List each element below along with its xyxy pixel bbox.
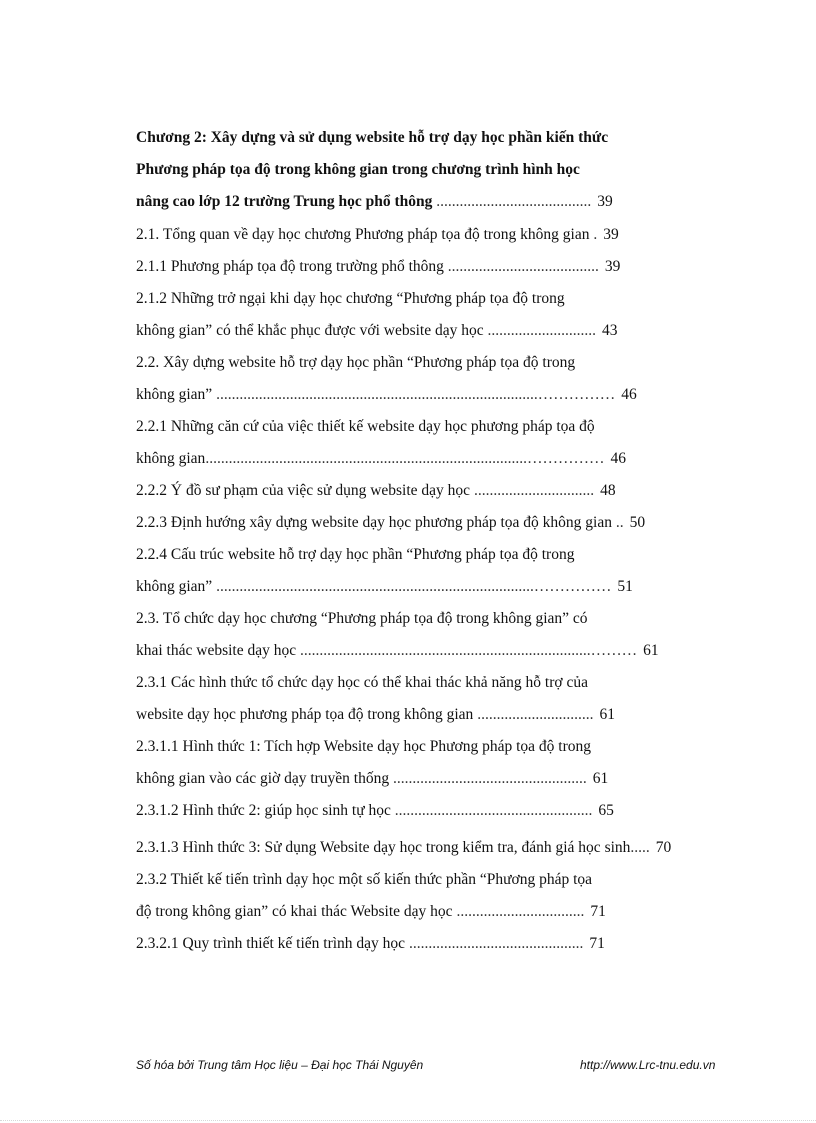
toc-entry[interactable] [136, 838, 671, 858]
toc-entry[interactable] [136, 192, 613, 212]
toc-entry[interactable] [136, 353, 575, 373]
toc-entry-title: website dạy học phương pháp tọa độ trong không gian [136, 706, 474, 723]
toc-page-number: 65 [598, 802, 614, 819]
toc-entry[interactable] [136, 385, 637, 405]
toc-dot-leader: ............................................. [405, 935, 584, 952]
toc-dot-leader: .................................................. [389, 770, 587, 787]
toc-dot-leader: ..... [630, 839, 650, 856]
toc-entry[interactable] [136, 934, 605, 954]
toc-entry-title: Phương pháp tọa độ trong không gian trong chương trình hình học [136, 161, 580, 178]
toc-page-number: 71 [589, 935, 605, 952]
toc-page-number: 43 [601, 322, 618, 339]
toc-page-number: 71 [590, 903, 606, 920]
toc-entry-title: 2.2.2 Ý đồ sư phạm của việc sử dụng website dạy học [136, 482, 471, 499]
toc-entry[interactable] [136, 417, 595, 437]
toc-entry[interactable] [136, 128, 608, 148]
toc-entry-title: 2.3.1 Các hình thức tổ chức dạy học có thể khai thác khả năng hỗ trợ của [136, 674, 588, 691]
toc-entry[interactable] [136, 769, 608, 789]
toc-entry[interactable] [136, 545, 574, 565]
footer-source: Số hóa bởi Trung tâm Học liệu – Đại học Thái Nguyên [136, 1058, 424, 1072]
toc-entry-title: 2.3.2 Thiết kế tiến trình dạy học một số kiến thức phần “Phương pháp tọa [136, 871, 593, 888]
toc-entry[interactable] [136, 902, 606, 922]
toc-entry[interactable] [136, 289, 565, 309]
toc-dot-leader: ............................... [470, 482, 595, 499]
toc-page-number: 39 [603, 226, 619, 243]
toc-entry[interactable] [136, 801, 614, 821]
toc-page-number: 50 [629, 514, 646, 531]
toc-entry[interactable] [136, 870, 592, 890]
toc-entry[interactable] [136, 160, 580, 180]
toc-entry-title: 2.2.1 Những căn cứ của việc thiết kế website dạy học phương pháp tọa độ [136, 418, 595, 435]
toc-page-number: 61 [599, 706, 615, 723]
toc-page-number: 48 [600, 482, 616, 499]
toc-entry-title: 2.1. Tổng quan về dạy học chương Phương pháp tọa độ trong không gian [136, 226, 590, 243]
toc-dot-leader: ............................ [483, 322, 596, 339]
toc-entry-title: 2.2.3 Định hướng xây dựng website dạy học phương pháp tọa độ không gian [136, 514, 612, 531]
toc-entry[interactable] [136, 481, 616, 501]
toc-dot-leader: ...................................................................................…………… [205, 450, 605, 467]
toc-entry[interactable] [136, 513, 645, 533]
toc-entry-title: không gian” [136, 386, 213, 403]
page-bottom-divider [0, 1120, 816, 1121]
toc-dot-leader: .. [611, 514, 624, 531]
toc-dot-leader: ........................................ [432, 193, 592, 210]
footer-url[interactable]: http://www.Lrc-tnu.edu.vn [580, 1058, 716, 1072]
toc-entry[interactable] [136, 577, 633, 597]
toc-dot-leader: ................................................... [390, 802, 593, 819]
toc-page-number: 46 [610, 450, 626, 467]
toc-entry-title: không gian vào các giờ dạy truyền thống [136, 770, 390, 787]
toc-page-number: 61 [592, 770, 609, 787]
toc-page-number: 39 [604, 258, 621, 275]
toc-entry-title: khai thác website dạy học [136, 642, 297, 659]
toc-entry-title: 2.2. Xây dựng website hỗ trợ dạy học phần “Phương pháp tọa độ trong [136, 354, 576, 371]
toc-entry-title: 2.2.4 Cấu trúc website hỗ trợ dạy học phần “Phương pháp tọa độ trong [136, 546, 575, 563]
toc-dot-leader: ....................................... [443, 258, 599, 275]
toc-entry-title: 2.3.1.1 Hình thức 1: Tích hợp Website dạy học Phương pháp tọa độ trong [136, 738, 591, 755]
toc-entry[interactable] [136, 225, 619, 245]
toc-dot-leader: .............................. [473, 706, 594, 723]
toc-entry-title: 2.3.1.2 Hình thức 2: giúp học sinh tự học [136, 802, 391, 819]
toc-entry-title: nâng cao lớp 12 trường Trung học phổ thông [136, 193, 433, 210]
toc-entry[interactable] [136, 641, 659, 661]
toc-entry[interactable] [136, 257, 620, 277]
toc-entry[interactable] [136, 705, 615, 725]
toc-entry[interactable] [136, 609, 588, 629]
toc-entry[interactable] [136, 321, 617, 341]
toc-entry-title: không gian [136, 450, 206, 467]
toc-entry-title: Chương 2: Xây dựng và sử dụng website hỗ trợ dạy học phần kiến thức [136, 129, 609, 146]
toc-entry-title: 2.3. Tổ chức dạy học chương “Phương pháp tọa độ trong không gian” có [136, 610, 588, 627]
toc-entry-title: độ trong không gian” có khai thác Website dạy học [136, 903, 453, 920]
toc-page-number: 39 [597, 193, 613, 210]
toc-entry-title: 2.3.2.1 Quy trình thiết kế tiến trình dạy học [136, 935, 406, 952]
toc-entry[interactable] [136, 449, 626, 469]
toc-page-number: 46 [621, 386, 637, 403]
toc-page-number: 61 [643, 642, 659, 659]
toc-entry-title: không gian” có thể khắc phục được với website dạy học [136, 322, 484, 339]
toc-entry[interactable] [136, 737, 591, 757]
toc-entry-title: 2.1.1 Phương pháp tọa độ trong trường phổ thông [136, 258, 444, 275]
toc-page-number: 51 [617, 578, 633, 595]
toc-dot-leader: ...................................................................................…………… [212, 386, 616, 403]
toc-dot-leader: ................................. [452, 903, 585, 920]
toc-dot-leader: . [589, 226, 598, 243]
toc-entry[interactable] [136, 673, 588, 693]
toc-entry-title: không gian” [136, 578, 213, 595]
toc-dot-leader: ..................................................................................…………… [212, 578, 612, 595]
toc-entry-title: 2.1.2 Những trở ngại khi dạy học chương “Phương pháp tọa độ trong [136, 290, 565, 307]
toc-page-number: 70 [655, 839, 672, 856]
toc-dot-leader: ...........................................................................……… [296, 642, 638, 659]
toc-entry-title: 2.3.1.3 Hình thức 3: Sử dụng Website dạy học trong kiểm tra, đánh giá học sinh [136, 839, 631, 856]
